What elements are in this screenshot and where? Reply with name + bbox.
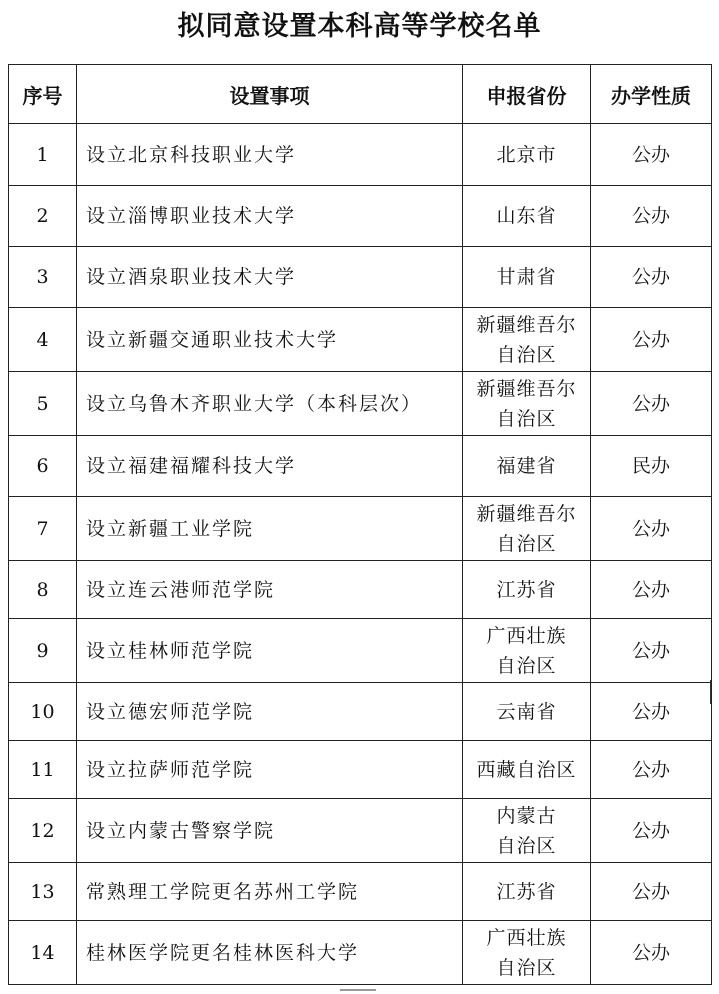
- row-number: 14: [9, 921, 77, 985]
- row-nature: 民办: [591, 436, 712, 497]
- table-row: [9, 436, 712, 497]
- row-item: 设立拉萨师范学院: [77, 741, 463, 799]
- row-nature: 公办: [591, 921, 712, 985]
- row-number: 6: [9, 436, 77, 497]
- row-number: 11: [9, 741, 77, 799]
- row-item: 设立北京科技职业大学: [77, 124, 463, 186]
- row-nature: 公办: [591, 497, 712, 561]
- row-number: 1: [9, 124, 77, 186]
- row-number: 8: [9, 561, 77, 619]
- header-item: 设置事项: [77, 65, 463, 124]
- province-line: 广西壮族: [486, 624, 567, 647]
- row-province: [463, 921, 591, 985]
- header-province: 申报省份: [463, 65, 591, 124]
- table-row: [9, 308, 712, 372]
- province-line: 江苏省: [496, 578, 557, 601]
- province-line: 自治区: [496, 956, 557, 979]
- row-item: 常熟理工学院更名苏州工学院: [77, 863, 463, 921]
- province-line: 北京市: [496, 143, 557, 166]
- row-nature: 公办: [591, 308, 712, 372]
- province-line: 甘肃省: [496, 266, 557, 288]
- row-item: 设立淄博职业技术大学: [77, 186, 463, 247]
- row-number: 12: [9, 799, 77, 863]
- text-cursor: [710, 680, 711, 704]
- province-line: 自治区: [496, 532, 557, 555]
- row-nature: 公办: [591, 683, 712, 741]
- province-line: 内蒙古: [496, 804, 557, 827]
- row-item: 设立内蒙古警察学院: [77, 799, 463, 863]
- table-row: [9, 497, 712, 561]
- row-nature: 公办: [591, 186, 712, 247]
- row-province: [463, 619, 591, 683]
- row-province: [463, 436, 591, 497]
- row-item: 设立新疆交通职业技术大学: [77, 308, 463, 372]
- row-nature: 公办: [591, 561, 712, 619]
- row-number: 7: [9, 497, 77, 561]
- table-row: [9, 124, 712, 186]
- row-nature: 公办: [591, 863, 712, 921]
- row-province: [463, 863, 591, 921]
- province-line: 云南省: [496, 700, 557, 723]
- table-row: [9, 863, 712, 921]
- province-line: 自治区: [496, 654, 557, 677]
- row-item: 设立乌鲁木齐职业大学（本科层次）: [77, 372, 463, 436]
- table-row: [9, 561, 712, 619]
- row-nature: 公办: [591, 124, 712, 186]
- page-title: 拟同意设置本科高等学校名单: [177, 11, 542, 42]
- row-nature: 公办: [591, 799, 712, 863]
- table-row: [9, 921, 712, 985]
- school-list-table: [8, 64, 712, 985]
- row-province: [463, 372, 591, 436]
- row-number: 5: [9, 372, 77, 436]
- row-item: 设立德宏师范学院: [77, 683, 463, 741]
- row-number: 3: [9, 247, 77, 308]
- row-item: 设立连云港师范学院: [77, 561, 463, 619]
- row-number: 2: [9, 186, 77, 247]
- province-line: 山东省: [496, 205, 557, 227]
- row-province: [463, 741, 591, 799]
- table-row: [9, 186, 712, 247]
- row-item: 设立福建福耀科技大学: [77, 436, 463, 497]
- row-number: 10: [9, 683, 77, 741]
- province-line: 新疆维吾尔: [476, 377, 577, 400]
- row-province: [463, 308, 591, 372]
- row-number: 13: [9, 863, 77, 921]
- table-row: [9, 741, 712, 799]
- row-province: [463, 799, 591, 863]
- row-item: 设立桂林师范学院: [77, 619, 463, 683]
- row-province: [463, 186, 591, 247]
- row-number: 9: [9, 619, 77, 683]
- province-line: 自治区: [496, 834, 557, 857]
- table-row: [9, 683, 712, 741]
- header-nature: 办学性质: [591, 65, 712, 124]
- row-item: 设立酒泉职业技术大学: [77, 247, 463, 308]
- row-province: [463, 561, 591, 619]
- row-province: [463, 683, 591, 741]
- row-nature: 公办: [591, 619, 712, 683]
- province-line: 广西壮族: [486, 926, 567, 949]
- row-province: [463, 497, 591, 561]
- header-no: 序号: [9, 65, 77, 124]
- province-line: 自治区: [496, 343, 557, 366]
- province-line: 江苏省: [496, 880, 557, 903]
- table-row: [9, 372, 712, 436]
- row-nature: 公办: [591, 247, 712, 308]
- row-nature: 公办: [591, 741, 712, 799]
- province-line: 自治区: [496, 407, 557, 430]
- province-line: 福建省: [496, 455, 557, 477]
- page-bottom-mark: [340, 989, 376, 991]
- province-line: 西藏自治区: [476, 758, 577, 781]
- row-item: 设立新疆工业学院: [77, 497, 463, 561]
- table-row: [9, 247, 712, 308]
- province-line: 新疆维吾尔: [476, 313, 577, 336]
- table-row: [9, 799, 712, 863]
- row-item: 桂林医学院更名桂林医科大学: [77, 921, 463, 985]
- province-line: 新疆维吾尔: [476, 502, 577, 525]
- row-number: 4: [9, 308, 77, 372]
- row-province: [463, 247, 591, 308]
- table-row: [9, 619, 712, 683]
- table-body: [9, 124, 712, 985]
- row-province: [463, 124, 591, 186]
- table-header-row: [9, 65, 712, 124]
- row-nature: 公办: [591, 372, 712, 436]
